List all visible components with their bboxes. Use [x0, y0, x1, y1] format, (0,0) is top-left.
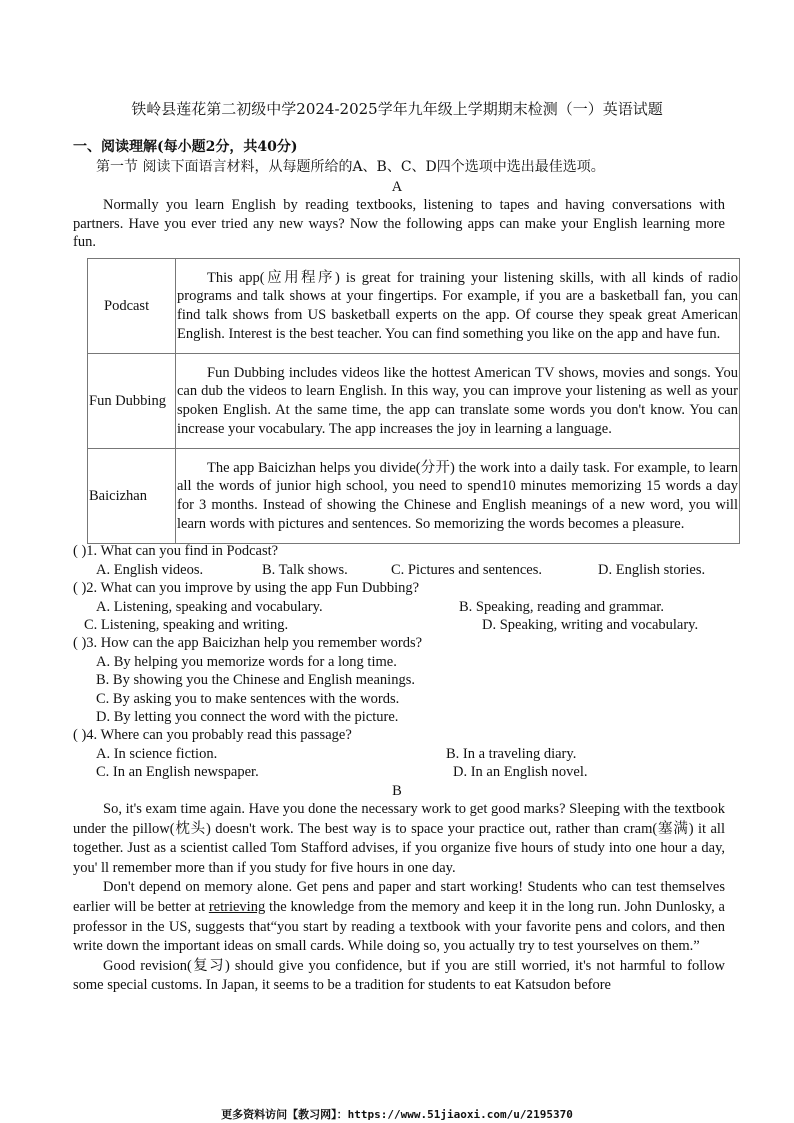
apps-table [87, 258, 740, 544]
q2-option-c: C. Listening, speaking and writing. [84, 617, 289, 633]
part-instruction: 第一节 阅读下面语言材料，从每题所给的A、B、C、D四个选项中选出最佳选项。 [96, 159, 605, 175]
section-heading: 一、阅读理解(每小题2分，共40分) [73, 139, 298, 155]
passage-b-paragraph-2 [73, 878, 725, 956]
q1-option-a: A. English videos. [96, 562, 204, 578]
question-1-stem: ( )1. What can you find in Podcast? [73, 543, 279, 559]
passage-a-intro-text: Normally you learn English by reading textbooks, listening to tapes and having conversations with partners. Have you ever tried any new ways? Now the following apps can make your English learning more fun. [73, 197, 725, 250]
paragraph-2-text-before: Don't depend on memory alone. Get pens and paper and start working! Students who can test themselves earlier will be better at [73, 879, 725, 915]
app-name-podcast: Podcast [88, 259, 176, 354]
table-row [88, 449, 740, 544]
passage-a-intro [73, 196, 725, 252]
underlined-word-retrieving: retrieving [208, 898, 266, 915]
passage-b [73, 800, 725, 996]
q1-option-b: B. Talk shows. [262, 562, 348, 578]
q1-option-d: D. English stories. [598, 562, 706, 578]
question-4-stem: ( )4. Where can you probably read this passage? [73, 727, 352, 743]
q3-option-a: A. By helping you memorize words for a long time. [96, 654, 397, 670]
q3-option-c: C. By asking you to make sentences with the words. [96, 691, 400, 707]
app-name-baicizhan: Baicizhan [88, 449, 176, 544]
q4-option-c: C. In an English newspaper. [96, 764, 259, 780]
q3-option-d: D. By letting you connect the word with the picture. [96, 709, 399, 725]
table-row [88, 354, 740, 449]
passage-b-letter: B [392, 783, 402, 799]
q2-option-b: B. Speaking, reading and grammar. [459, 599, 664, 615]
q4-option-b: B. In a traveling diary. [446, 746, 577, 762]
paragraph-2-text-after: the knowledge from the memory and keep it in the long run. John Dunlosky, a professor in the US, suggests that“you start by reading a textbook with your favorite pens and colors, and then write down the important ideas on small cards. While doing so, you actually try to test yourselves on them.” [73, 898, 725, 955]
app-desc-fun-dubbing: Fun Dubbing includes videos like the hottest American TV shows, movies and songs. You can dub the videos to learn English. In this way, you can improve your listening as well as your spoken English. At the same time, the app can translate some words you don't know. You can increase your vocabulary. The app increases the joy in learning a language. [176, 354, 740, 449]
app-desc-baicizhan: The app Baicizhan helps you divide(分开) the work into a daily task. For example, to learn all the words of junior high school, you need to spend10 minutes memorizing 15 words a day for 3 months. Instead of showing the Chinese and English meanings of a new word, you will learn words with pictures and sentences. So memorizing the words becomes a pleasure. [176, 449, 740, 544]
q4-option-a: A. In science fiction. [96, 746, 218, 762]
question-2-stem: ( )2. What can you improve by using the app Fun Dubbing? [73, 580, 420, 596]
q3-option-b: B. By showing you the Chinese and English meanings. [96, 672, 415, 688]
app-name-fun-dubbing: Fun Dubbing [88, 354, 176, 449]
q1-option-c: C. Pictures and sentences. [391, 562, 543, 578]
q4-option-d: D. In an English novel. [453, 764, 588, 780]
footer-link[interactable]: 更多资料访问【教习网】：https://www.51jiaoxi.com/u/2195370 [221, 1108, 573, 1121]
q2-option-a: A. Listening, speaking and vocabulary. [96, 599, 323, 615]
passage-b-paragraph-1: So, it's exam time again. Have you done the necessary work to get good marks? Sleeping with the textbook under the pillow(枕头) doesn't work. The best way is to space your practice out, rather than cram(塞满) it all together. Just as a scientist called Tom Stafford advises, if you organize five hours of study into one hour a day, you' ll remember more than if you study for five hours in one day. [73, 801, 725, 876]
passage-a-letter: A [391, 179, 403, 195]
passage-b-paragraph-3: Good revision(复习) should give you confidence, but if you are still worried, it's not harmful to follow some special customs. In Japan, it seems to be a tradition for students to eat Katsudon before [73, 957, 725, 994]
app-desc-podcast: This app(应用程序) is great for training your listening skills, with all kinds of radio programs and talk shows at your fingertips. For example, if you are a basketball fan, you can find talk shows from US basketball experts on the app. Of course they speak great American English. Interest is the best teacher. You can find something you like on the app and have fun. [176, 259, 740, 354]
q2-option-d: D. Speaking, writing and vocabulary. [482, 617, 699, 633]
page-title: 铁岭县莲花第二初级中学2024-2025学年九年级上学期期末检测（一）英语试题 [131, 100, 663, 118]
table-row [88, 259, 740, 354]
question-3-stem: ( )3. How can the app Baicizhan help you remember words? [73, 635, 423, 651]
